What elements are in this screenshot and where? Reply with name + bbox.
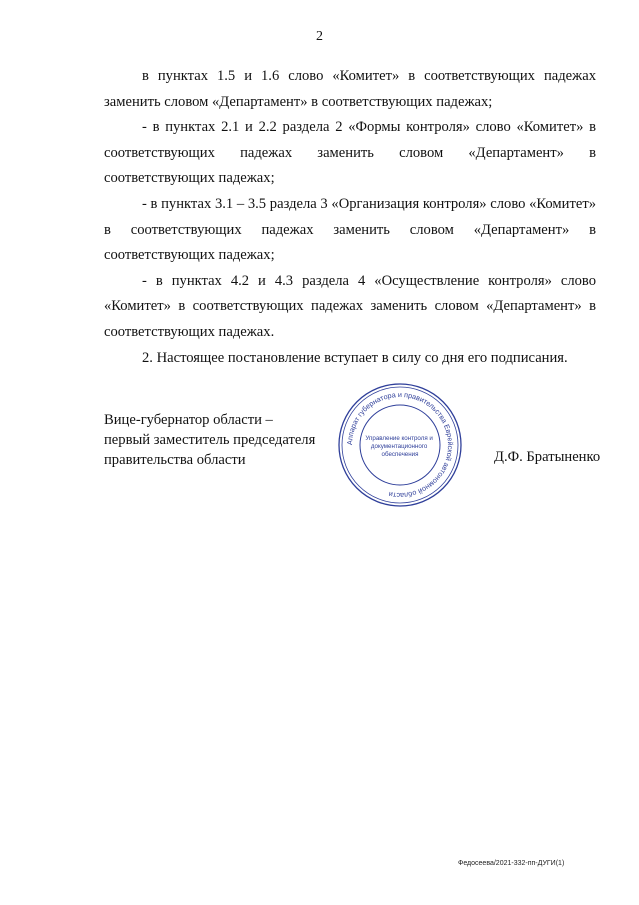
signer-title [104,410,315,470]
stamp-center-line: документационного [370,443,428,450]
document-body [104,64,596,371]
paragraph-effective-date: 2. Настоящее постановление вступает в силу со дня его подписания. [142,349,568,366]
signer-name: Д.Ф. Братыненко [494,449,601,465]
signer-title-line: Вице-губернатор области – [104,412,273,428]
paragraph-amendment-3: - в пунктах 3.1 – 3.5 раздела 3 «Организация контроля» слово «Комитет» в соответствующих падежах заменить словом «Департамент» в соответствующих падежах; [104,195,596,264]
svg-text:Управление контроля и до [365,435,434,458]
paragraph-amendment-4: - в пунктах 4.2 и 4.3 раздела 4 «Осуществление контроля» слово «Комитет» в соответствующих падежах заменить словом «Департамент» в соответствующих падежах. [104,272,596,340]
signer-title-line: первый заместитель председателя [104,432,316,448]
official-seal-stamp [337,382,463,508]
stamp-ring-text: Аппарат губернатора и правительства Еврейской автономной области [344,389,456,501]
stamp-center-line: обеспечения [381,451,419,458]
signer-title-line: правительства области [104,452,246,468]
stamp-center-line: Управление контроля и [365,435,433,442]
paragraph-amendment-1: в пунктах 1.5 и 1.6 слово «Комитет» в соответствующих падежах заменить словом «Департамент» в соответствующих падежах; [104,68,596,110]
document-reference: Федосеева/2021-332-пп-ДУГИ(1) [458,860,565,867]
page-number: 2 [316,29,323,44]
paragraph-amendment-2: - в пунктах 2.1 и 2.2 раздела 2 «Формы контроля» слово «Комитет» в соответствующих падежах заменить словом «Департамент» в соответствующих падежах; [104,119,596,187]
